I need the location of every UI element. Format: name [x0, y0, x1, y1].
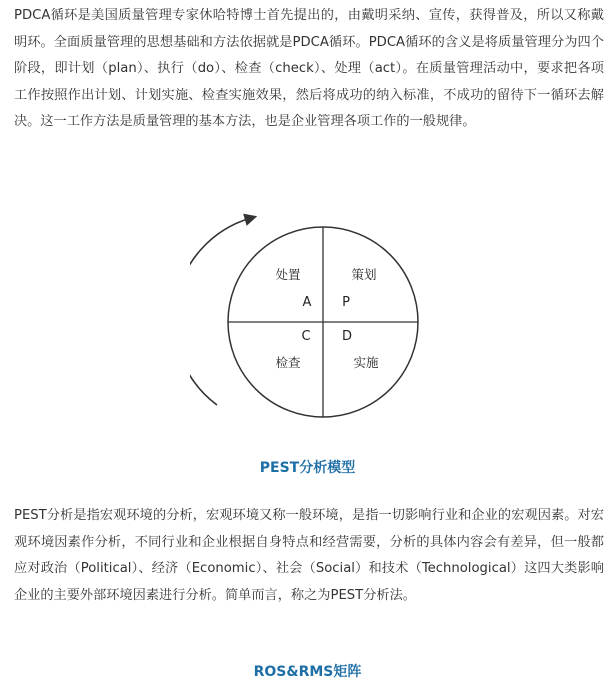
quadrant-label-act: 处置	[275, 267, 301, 282]
ros-rms-heading: ROS&RMS矩阵	[253, 664, 362, 680]
pest-paragraph: PEST分析是指宏观环境的分析，宏观环境又称一般环境，是指一切影响行业和企业的宏观因素。对宏观环境因素作分析，不同行业和企业根据自身特点和经营需要，分析的具体内容会有差异，但一般都应对政治（Political）、经济（Economic）、社会（Social）和技术（Technological）这四大类影响企业的主要外部环境因素进行分析。简单而言，称之为PEST分析法。	[14, 508, 604, 603]
quadrant-label-plan: 策划	[351, 267, 377, 282]
quadrant-letter-c: C	[301, 329, 311, 344]
quadrant-letter-p: P	[342, 295, 350, 310]
quadrant-label-check: 检查	[275, 355, 301, 370]
quadrant-letter-a: A	[302, 295, 312, 310]
pest-heading: PEST分析模型	[259, 460, 356, 476]
pdca-intro-paragraph: PDCA循环是美国质量管理专家休哈特博士首先提出的，由戴明采纳、宣传，获得普及，所以又称戴明环。全面质量管理的思想基础和方法依据就是PDCA循环。PDCA循环的含义是将质量管理分为四个阶段，即计划（plan）、执行（do）、检查（check）、处理（act）。在质量管理活动中，要求把各项工作按照作出计划、计划实施、检查实施效果，然后将成功的纳入标准，不成功的留待下一循环去解决。这一工作方法是质量管理的基本方法，也是企业管理各项工作的一般规律。	[14, 8, 604, 130]
rotation-arrow-icon	[190, 218, 251, 405]
quadrant-label-do: 实施	[353, 355, 379, 370]
quadrant-letter-d: D	[341, 329, 353, 344]
pdca-cycle-diagram	[190, 200, 430, 440]
